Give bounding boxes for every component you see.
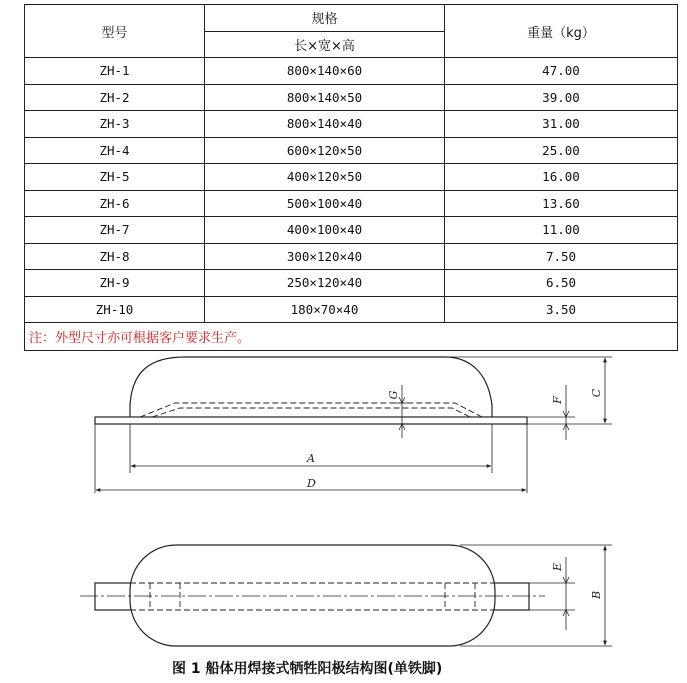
cell-model: ZH-4 bbox=[25, 137, 205, 164]
plan-iron-foot-left bbox=[95, 583, 135, 610]
header-model: 型号 bbox=[25, 5, 205, 58]
table-row bbox=[25, 243, 678, 270]
cell-model: ZH-3 bbox=[25, 111, 205, 138]
cell-spec: 800×140×50 bbox=[205, 84, 445, 111]
table-row bbox=[25, 190, 678, 217]
cell-weight: 47.00 bbox=[445, 58, 678, 85]
dimension-label-c: C bbox=[590, 388, 603, 398]
side-anode-body bbox=[130, 357, 492, 417]
cell-weight: 25.00 bbox=[445, 137, 678, 164]
figure-caption: 图 1 船体用焊接式牺牲阳极结构图(单铁脚) bbox=[172, 661, 443, 677]
table-row bbox=[25, 58, 678, 85]
cell-model: ZH-9 bbox=[25, 270, 205, 297]
dimension-label-d: D bbox=[307, 477, 316, 490]
header-weight: 重量（kg） bbox=[445, 5, 678, 58]
dimension-label-b: B bbox=[590, 590, 603, 600]
cell-model: ZH-6 bbox=[25, 190, 205, 217]
cell-weight: 16.00 bbox=[445, 164, 678, 191]
header-spec-sub: 长×宽×高 bbox=[205, 31, 445, 58]
table-row bbox=[25, 111, 678, 138]
cell-spec: 800×140×40 bbox=[205, 111, 445, 138]
table-row bbox=[25, 217, 678, 244]
cell-model: ZH-8 bbox=[25, 243, 205, 270]
dimension-label-g: G bbox=[387, 390, 400, 400]
table-row bbox=[25, 296, 678, 323]
cell-spec: 400×100×40 bbox=[205, 217, 445, 244]
cell-weight: 13.60 bbox=[445, 190, 678, 217]
spec-table bbox=[24, 4, 678, 351]
plan-anode-body bbox=[130, 545, 495, 646]
plan-view bbox=[80, 545, 612, 646]
side-insert-hidden-line bbox=[140, 403, 482, 417]
header-spec: 规格 bbox=[205, 5, 445, 32]
cell-model: ZH-5 bbox=[25, 164, 205, 191]
cell-weight: 11.00 bbox=[445, 217, 678, 244]
cell-model: ZH-2 bbox=[25, 84, 205, 111]
cell-weight: 7.50 bbox=[445, 243, 678, 270]
cell-weight: 6.50 bbox=[445, 270, 678, 297]
cell-weight: 39.00 bbox=[445, 84, 678, 111]
cell-model: ZH-10 bbox=[25, 296, 205, 323]
side-view bbox=[95, 357, 612, 493]
cell-spec: 500×100×40 bbox=[205, 190, 445, 217]
cell-model: ZH-1 bbox=[25, 58, 205, 85]
cell-spec: 400×120×50 bbox=[205, 164, 445, 191]
dimension-label-f: F bbox=[551, 396, 564, 404]
anode-structure-drawing bbox=[0, 345, 687, 683]
cell-weight: 31.00 bbox=[445, 111, 678, 138]
table-row bbox=[25, 137, 678, 164]
cell-spec: 180×70×40 bbox=[205, 296, 445, 323]
cell-model: ZH-7 bbox=[25, 217, 205, 244]
table-note: 注：外型尺寸亦可根据客户要求生产。 bbox=[25, 323, 678, 351]
cell-spec: 600×120×50 bbox=[205, 137, 445, 164]
table-row bbox=[25, 164, 678, 191]
dimension-label-a: A bbox=[307, 452, 315, 465]
cell-spec: 300×120×40 bbox=[205, 243, 445, 270]
side-iron-foot bbox=[95, 417, 527, 424]
table-row bbox=[25, 270, 678, 297]
dimension-label-e: E bbox=[551, 562, 564, 572]
table-row bbox=[25, 84, 678, 111]
cell-spec: 250×120×40 bbox=[205, 270, 445, 297]
cell-weight: 3.50 bbox=[445, 296, 678, 323]
cell-spec: 800×140×60 bbox=[205, 58, 445, 85]
